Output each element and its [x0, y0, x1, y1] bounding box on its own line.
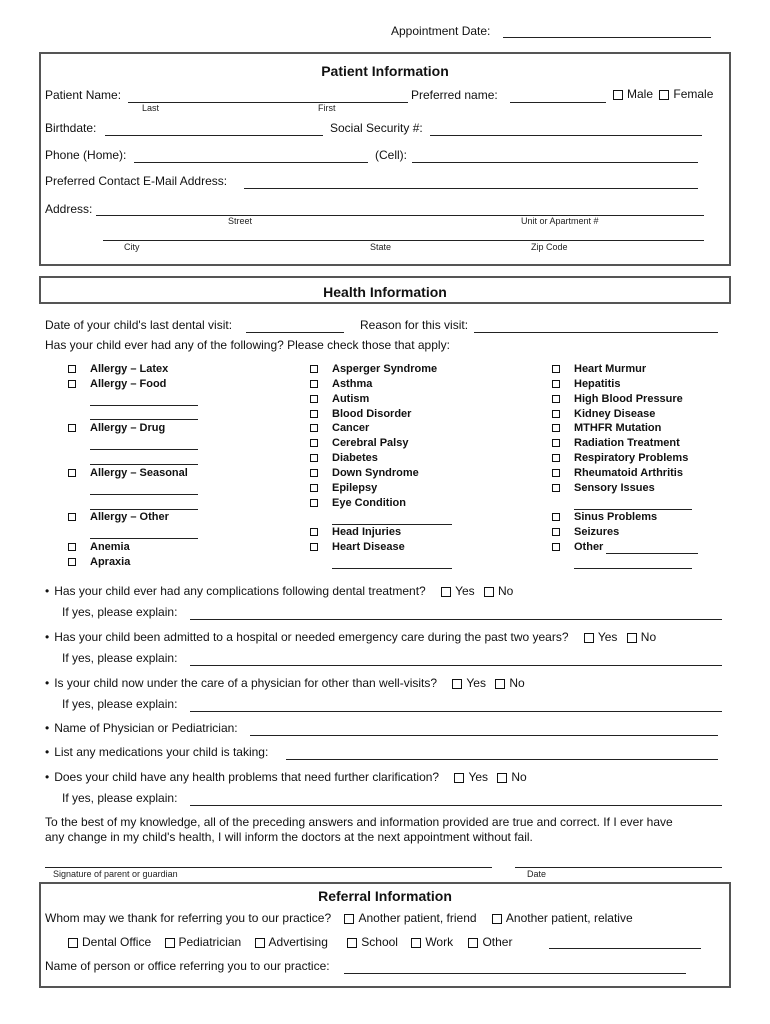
- first-caption: First: [318, 103, 336, 113]
- date-field[interactable]: [515, 866, 722, 868]
- checkbox[interactable]: [310, 454, 318, 462]
- street-field[interactable]: [96, 214, 704, 216]
- checkbox[interactable]: [552, 424, 560, 432]
- phone-home-label: Phone (Home):: [45, 148, 127, 162]
- eye-condition-item[interactable]: Eye Condition: [310, 497, 406, 509]
- other-condition-blank-1[interactable]: [606, 552, 698, 554]
- allergy-seasonal-item[interactable]: Allergy – Seasonal: [68, 467, 188, 479]
- epilepsy-item[interactable]: Epilepsy: [310, 482, 377, 494]
- q2-explain-label: If yes, please explain:: [62, 651, 178, 665]
- pediatrician-checkbox[interactable]: [165, 938, 175, 948]
- state-caption: State: [370, 242, 392, 252]
- work-checkbox[interactable]: [411, 938, 421, 948]
- health-information-section: [39, 276, 731, 304]
- referral-whom-row: Whom may we thank for referring you to our practice? Another patient, friend Another patient, relative: [45, 911, 633, 925]
- checkbox[interactable]: [68, 558, 76, 566]
- high-blood-pressure-item[interactable]: High Blood Pressure: [552, 393, 683, 405]
- checkbox[interactable]: [310, 395, 318, 403]
- apraxia-item[interactable]: Apraxia: [68, 556, 130, 568]
- zip-caption: Zip Code: [531, 242, 568, 252]
- eye-condition-blank[interactable]: [332, 523, 452, 525]
- appointment-date-field[interactable]: [503, 36, 711, 38]
- checkbox[interactable]: [552, 528, 560, 536]
- ssn-field[interactable]: [430, 134, 702, 136]
- last-visit-field[interactable]: [246, 331, 344, 333]
- city-state-zip-field[interactable]: [103, 239, 704, 241]
- rheumatoid-item[interactable]: Rheumatoid Arthritis: [552, 467, 683, 479]
- cell-field[interactable]: [412, 161, 698, 163]
- q6-explain-field[interactable]: [190, 804, 722, 806]
- respiratory-item[interactable]: Respiratory Problems: [552, 452, 688, 464]
- q3-explain-label: If yes, please explain:: [62, 697, 178, 711]
- kidney-disease-item[interactable]: Kidney Disease: [552, 408, 655, 420]
- reason-label: Reason for this visit:: [360, 318, 469, 332]
- physician-name-field[interactable]: [250, 734, 718, 736]
- food-blank-1[interactable]: [90, 404, 198, 406]
- other-condition-blank-2[interactable]: [574, 567, 692, 569]
- referral-information-title: Referral Information: [318, 888, 452, 904]
- checkbox[interactable]: [68, 365, 76, 373]
- checkbox[interactable]: [552, 410, 560, 418]
- checkbox[interactable]: [552, 395, 560, 403]
- checkbox[interactable]: [552, 365, 560, 373]
- q1-no-checkbox[interactable]: [484, 587, 494, 597]
- heart-murmur-item[interactable]: Heart Murmur: [552, 363, 646, 375]
- female-checkbox[interactable]: [659, 90, 669, 100]
- question-complications: • Has your child ever had any complications following dental treatment? Yes No: [45, 584, 514, 598]
- other-referral-field[interactable]: [549, 947, 701, 949]
- checkbox[interactable]: [310, 439, 318, 447]
- male-label: Male: [627, 87, 654, 101]
- q1-explain-field[interactable]: [190, 618, 722, 620]
- checkbox[interactable]: [310, 484, 318, 492]
- heart-disease-item[interactable]: Heart Disease: [310, 541, 405, 553]
- medications-field[interactable]: [286, 758, 718, 760]
- drug-blank-1[interactable]: [90, 448, 198, 450]
- referral-name-field[interactable]: [344, 972, 686, 974]
- q6-no-checkbox[interactable]: [497, 773, 507, 783]
- checkbox[interactable]: [310, 528, 318, 536]
- female-label: Female: [673, 87, 714, 101]
- q3-yes-checkbox[interactable]: [452, 679, 462, 689]
- sensory-item[interactable]: Sensory Issues: [552, 482, 655, 494]
- last-caption: Last: [142, 103, 160, 113]
- question-physician-care: • Is your child now under the care of a physician for other than well-visits? Yes No: [45, 676, 525, 690]
- school-checkbox[interactable]: [347, 938, 357, 948]
- checkbox[interactable]: [552, 469, 560, 477]
- autism-item[interactable]: Autism: [310, 393, 369, 405]
- ssn-label: Social Security #:: [330, 121, 423, 135]
- asthma-item[interactable]: Asthma: [310, 378, 372, 390]
- male-checkbox[interactable]: [613, 90, 623, 100]
- q1-yes-checkbox[interactable]: [441, 587, 451, 597]
- down-syndrome-item[interactable]: Down Syndrome: [310, 467, 419, 479]
- checkbox[interactable]: [552, 439, 560, 447]
- unit-caption: Unit or Apartment #: [521, 216, 599, 226]
- asperger-item[interactable]: Asperger Syndrome: [310, 363, 437, 375]
- preferred-name-label: Preferred name:: [411, 88, 498, 102]
- patient-name-label: Patient Name:: [45, 88, 122, 102]
- checkbox[interactable]: [310, 365, 318, 373]
- checkbox[interactable]: [552, 380, 560, 388]
- signature-field[interactable]: [45, 866, 492, 868]
- checkbox[interactable]: [552, 543, 560, 551]
- referral-name-label: Name of person or office referring you to our practice:: [45, 959, 330, 973]
- health-information-title: Health Information: [323, 284, 447, 300]
- checkbox[interactable]: [68, 543, 76, 551]
- allergy-latex-item[interactable]: Allergy – Latex: [68, 363, 168, 375]
- checkbox[interactable]: [68, 469, 76, 477]
- checkbox[interactable]: [68, 380, 76, 388]
- question-clarification: • Does your child have any health problems that need further clarification? Yes No: [45, 770, 527, 784]
- mthfr-item[interactable]: MTHFR Mutation: [552, 422, 661, 434]
- checkbox[interactable]: [310, 469, 318, 477]
- email-field[interactable]: [244, 187, 698, 189]
- sensory-blank[interactable]: [574, 508, 692, 510]
- cerebral-palsy-item[interactable]: Cerebral Palsy: [310, 437, 408, 449]
- heart-disease-blank[interactable]: [332, 567, 452, 569]
- patient-name-field[interactable]: [128, 101, 408, 103]
- question-physician-name: • Name of Physician or Pediatrician:: [45, 721, 238, 735]
- reason-field[interactable]: [474, 331, 718, 333]
- checkbox[interactable]: [552, 513, 560, 521]
- appointment-date-label: Appointment Date:: [391, 24, 491, 38]
- checkbox[interactable]: [310, 499, 318, 507]
- signature-caption: Signature of parent or guardian: [53, 869, 178, 879]
- seasonal-blank-1[interactable]: [90, 493, 198, 495]
- radiation-item[interactable]: Radiation Treatment: [552, 437, 680, 449]
- other-referral-checkbox[interactable]: [468, 938, 478, 948]
- q2-explain-field[interactable]: [190, 664, 722, 666]
- checkbox[interactable]: [310, 543, 318, 551]
- checkbox[interactable]: [552, 484, 560, 492]
- other-condition-item[interactable]: Other: [552, 541, 603, 553]
- checkbox[interactable]: [310, 410, 318, 418]
- checkbox[interactable]: [68, 513, 76, 521]
- blood-disorder-item[interactable]: Blood Disorder: [310, 408, 411, 420]
- phone-home-field[interactable]: [134, 161, 368, 163]
- diabetes-item[interactable]: Diabetes: [310, 452, 378, 464]
- attestation-line-1: To the best of my knowledge, all of the preceding answers and information provided are true and correct. If I ever have: [45, 815, 673, 829]
- date-caption: Date: [527, 869, 547, 879]
- another-patient-relative-checkbox[interactable]: [492, 914, 502, 924]
- city-caption: City: [124, 242, 140, 252]
- cancer-item[interactable]: Cancer: [310, 422, 369, 434]
- hepatitis-item[interactable]: Hepatitis: [552, 378, 620, 390]
- checkbox[interactable]: [552, 454, 560, 462]
- head-injuries-item[interactable]: Head Injuries: [310, 526, 401, 538]
- q6-yes-checkbox[interactable]: [454, 773, 464, 783]
- dental-office-checkbox[interactable]: [68, 938, 78, 948]
- question-hospital: • Has your child been admitted to a hospital or needed emergency care during the past two years? Yes No: [45, 630, 657, 644]
- sinus-item[interactable]: Sinus Problems: [552, 511, 657, 523]
- q6-explain-label: If yes, please explain:: [62, 791, 178, 805]
- another-patient-friend-checkbox[interactable]: [344, 914, 354, 924]
- other-allergy-blank[interactable]: [90, 537, 198, 539]
- q2-yes-checkbox[interactable]: [584, 633, 594, 643]
- attestation-line-2: any change in my child's health, I will inform the doctors at the next appointment without fail.: [45, 830, 533, 844]
- cell-label: (Cell):: [375, 148, 407, 162]
- q2-no-checkbox[interactable]: [627, 633, 637, 643]
- preferred-name-field[interactable]: [510, 101, 606, 103]
- question-medications: • List any medications your child is taking:: [45, 745, 269, 759]
- has-had-label: Has your child ever had any of the following? Please check those that apply:: [45, 338, 450, 352]
- birthdate-field[interactable]: [105, 134, 323, 136]
- checkbox[interactable]: [68, 424, 76, 432]
- anemia-item[interactable]: Anemia: [68, 541, 130, 553]
- allergy-other-item[interactable]: Allergy – Other: [68, 511, 169, 523]
- allergy-drug-item[interactable]: Allergy – Drug: [68, 422, 165, 434]
- seasonal-blank-2[interactable]: [90, 508, 198, 510]
- referral-source-row: Dental Office Pediatrician Advertising School Work Other: [68, 935, 512, 949]
- allergy-food-item[interactable]: Allergy – Food: [68, 378, 166, 390]
- gender-options: [613, 87, 713, 101]
- address-label: Address:: [45, 202, 93, 216]
- patient-information-title: Patient Information: [321, 63, 449, 79]
- email-label: Preferred Contact E-Mail Address:: [45, 174, 228, 188]
- food-blank-2[interactable]: [90, 418, 198, 420]
- q3-no-checkbox[interactable]: [495, 679, 505, 689]
- q1-explain-label: If yes, please explain:: [62, 605, 178, 619]
- q3-explain-field[interactable]: [190, 710, 722, 712]
- birthdate-label: Birthdate:: [45, 121, 97, 135]
- street-caption: Street: [228, 216, 253, 226]
- checkbox[interactable]: [310, 424, 318, 432]
- checkbox[interactable]: [310, 380, 318, 388]
- seizures-item[interactable]: Seizures: [552, 526, 619, 538]
- advertising-checkbox[interactable]: [255, 938, 265, 948]
- drug-blank-2[interactable]: [90, 463, 198, 465]
- last-visit-label: Date of your child's last dental visit:: [45, 318, 233, 332]
